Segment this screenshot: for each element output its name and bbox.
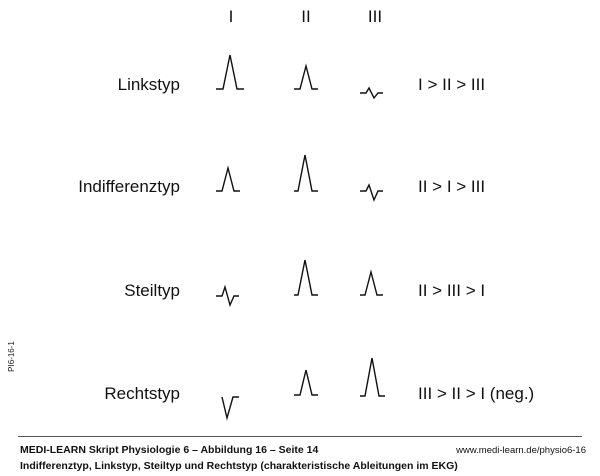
row-label-steiltyp: Steiltyp xyxy=(124,281,180,300)
ekg-complex-linkstyp-lead-ii xyxy=(294,66,318,89)
ekg-complex-indifferenztyp-lead-i xyxy=(216,168,240,191)
row-label-linkstyp: Linkstyp xyxy=(117,75,180,94)
footer-divider xyxy=(18,436,582,437)
ekg-complex-steiltyp-lead-i xyxy=(216,287,239,305)
figure-id: PI6-16-1 xyxy=(6,341,16,372)
ekg-complex-indifferenztyp-lead-iii xyxy=(360,185,383,200)
row-order-steiltyp: II > III > I xyxy=(418,281,486,300)
row-order-linkstyp: I > II > III xyxy=(418,75,486,94)
ekg-complex-rechtstyp-lead-i xyxy=(222,397,239,418)
ekg-complex-steiltyp-lead-iii xyxy=(360,272,383,295)
row-label-indifferenztyp: Indifferenztyp xyxy=(78,177,180,196)
ekg-complex-rechtstyp-lead-ii xyxy=(294,370,318,395)
footer-source: MEDI-LEARN Skript Physiologie 6 – Abbildung 16 – Seite 14 xyxy=(20,444,319,456)
lead-header-ii: II xyxy=(301,7,311,26)
footer-url: www.medi-learn.de/physio6-16 xyxy=(456,445,586,456)
ekg-complex-linkstyp-lead-i xyxy=(216,55,244,89)
ekg-complex-indifferenztyp-lead-ii xyxy=(294,155,318,191)
ekg-complex-steiltyp-lead-ii xyxy=(294,260,318,295)
footer-caption: Indifferenztyp, Linkstyp, Steiltyp und Rechtstyp (charakteristische Ableitungen im EKG) xyxy=(20,460,458,472)
row-order-indifferenztyp: II > I > III xyxy=(418,177,486,196)
row-label-rechtstyp: Rechtstyp xyxy=(104,384,180,403)
row-order-rechtstyp: III > II > I (neg.) xyxy=(418,384,535,403)
lead-header-iii: III xyxy=(367,7,383,26)
ekg-complex-linkstyp-lead-iii xyxy=(360,88,383,98)
ekg-complex-rechtstyp-lead-iii xyxy=(360,358,385,396)
lead-header-i: I xyxy=(228,7,234,26)
